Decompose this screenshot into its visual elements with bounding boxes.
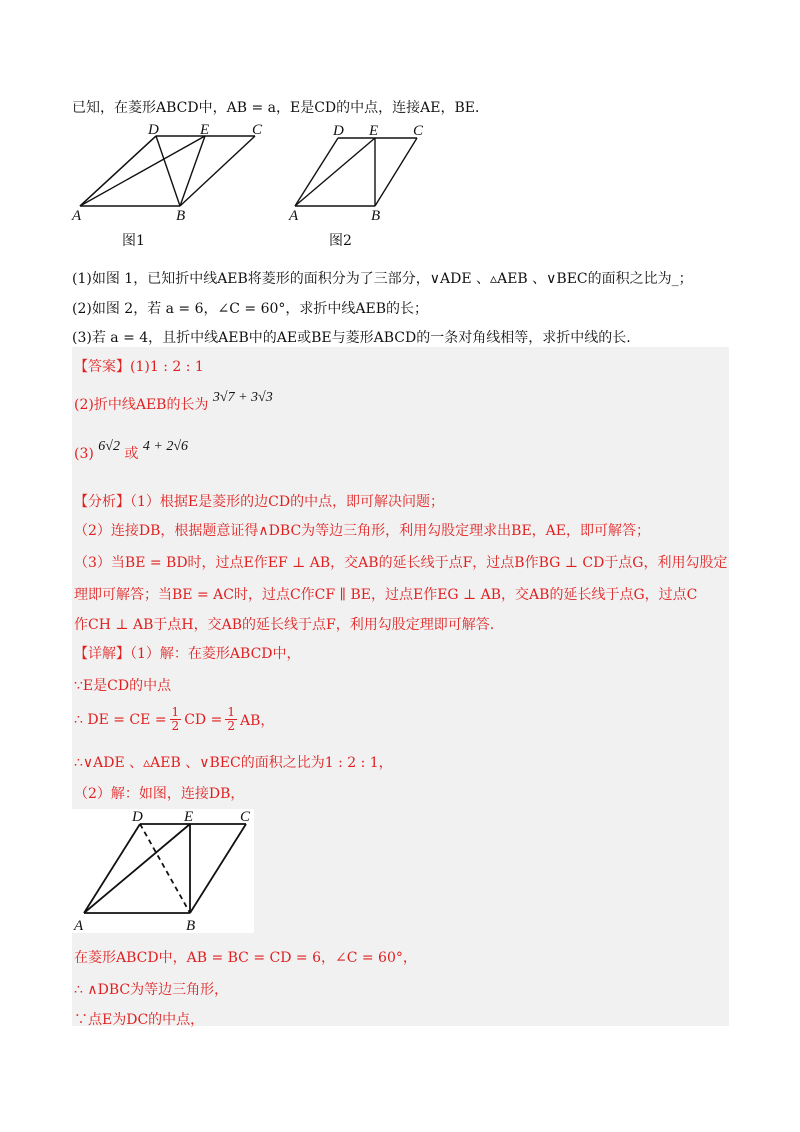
fig1-line-ae xyxy=(80,136,205,206)
fig2-side-da xyxy=(295,138,338,206)
fig1-label-a: A xyxy=(72,208,82,222)
fraction-half-1 xyxy=(170,706,182,733)
figure-3 xyxy=(72,809,254,933)
detail-line-3-post: AB， xyxy=(239,712,275,729)
fig3-side-bc xyxy=(190,824,246,913)
fig1-label-d: D xyxy=(148,122,159,138)
fraction-half-2-num: 1 xyxy=(227,705,235,719)
analysis-line-3: （3）当BE = BD时，过点E作EF ⊥ AB，交AB的延长线于点F，过点B作BG ⊥ CD于点G，利用勾股定 xyxy=(74,555,728,571)
detail-line-1: 【详解】（1）解：在菱形ABCD中， xyxy=(74,646,301,662)
fig2-label-e: E xyxy=(369,123,379,139)
fraction-half-1-num: 1 xyxy=(171,705,180,719)
fig3-label-c: C xyxy=(240,809,251,825)
figure-2-caption: 图2 xyxy=(329,233,352,249)
analysis-line-5: 作CH ⊥ AB于点H，交AB的延长线于点F，利用勾股定理即可解答. xyxy=(74,617,495,633)
fig1-side-bc xyxy=(180,136,255,206)
analysis-line-2: （2）连接DB，根据题意证得∧DBC为等边三角形，利用勾股定理求出BE，AE，即可解答； xyxy=(74,523,650,539)
fig3-label-a: A xyxy=(74,918,84,933)
fig1-line-be xyxy=(180,136,205,206)
fig2-label-c: C xyxy=(413,123,424,139)
fraction-half-1-den: 2 xyxy=(171,719,180,733)
detail-line-8: ∵点E为DC的中点， xyxy=(74,1012,205,1028)
fig1-label-b: B xyxy=(176,208,186,222)
fraction-half-2 xyxy=(225,706,237,733)
analysis-line-1: 【分析】（1）根据E是菱形的边CD的中点，即可解决问题； xyxy=(74,494,445,510)
figure-1-caption: 图1 xyxy=(122,233,145,249)
detail-line-2: ∵E是CD的中点 xyxy=(74,678,172,694)
detail-line-4: ∴∨ADE 、▵AEB 、∨BEC的面积之比为1 : 2 : 1， xyxy=(74,755,393,771)
fig2-line-ae xyxy=(295,138,375,206)
fig1-line-db xyxy=(156,136,180,206)
answer-2-value: 3√7 + 3√3 xyxy=(212,390,273,405)
answer-3-value-1: 6√2 xyxy=(98,439,120,454)
fig1-label-c: C xyxy=(252,122,263,138)
fig2-side-bc xyxy=(375,138,417,206)
detail-line-3 xyxy=(74,706,274,733)
problem-intro: 已知，在菱形ABCD中，AB = a，E是CD的中点，连接AE，BE． xyxy=(72,100,489,116)
fig3-line-ae xyxy=(84,824,190,913)
fraction-half-2-den: 2 xyxy=(227,719,235,733)
detail-line-3-pre: ∴ DE = CE = xyxy=(74,711,167,728)
question-2: (2)如图 2，若 a = 6，∠C = 60°，求折中线AEB的长； xyxy=(72,301,429,317)
answer-3-label: (3) xyxy=(74,446,94,462)
fig1-label-e: E xyxy=(200,122,210,138)
fig3-label-b: B xyxy=(186,918,196,933)
figure-2 xyxy=(285,122,435,222)
analysis-line-4: 理即可解答；当BE = AC时，过点C作CF ∥ BE，过点E作EG ⊥ AB，交AB的延长线于点G，过点C xyxy=(74,587,698,603)
answer-3 xyxy=(74,439,189,463)
answer-3-value-2: 4 + 2√6 xyxy=(142,439,189,454)
fig2-label-b: B xyxy=(371,208,381,222)
question-3: (3)若 a = 4，且折中线AEB中的AE或BE与菱形ABCD的一条对角线相等，求折中线的长. xyxy=(72,330,631,346)
question-1: (1)如图 1，已知折中线AEB将菱形的面积分为了三部分，∨ADE 、▵AEB 、∨BEC的面积之比为_； xyxy=(72,271,693,287)
fig3-label-d: D xyxy=(132,809,143,825)
detail-line-6: 在菱形ABCD中，AB = BC = CD = 6，∠C = 60°， xyxy=(74,950,417,966)
fig3-label-e: E xyxy=(184,809,194,825)
fig3-line-db xyxy=(140,824,190,913)
answer-2 xyxy=(74,390,273,414)
fig3-side-da xyxy=(84,824,140,913)
answer-2-label: (2)折中线AEB的长为 xyxy=(74,397,209,413)
detail-line-5: （2）解：如图，连接DB， xyxy=(74,786,245,802)
answer-3-or: 或 xyxy=(124,446,139,462)
fig2-label-d: D xyxy=(333,123,344,139)
answer-1: 【答案】(1)1 : 2 : 1 xyxy=(74,359,204,375)
figure-1 xyxy=(70,122,270,222)
detail-line-7: ∴ ∧DBC为等边三角形， xyxy=(74,982,229,998)
fig1-line-ad xyxy=(80,136,156,206)
detail-line-3-mid: CD = xyxy=(184,711,223,728)
fig2-label-a: A xyxy=(289,208,299,222)
